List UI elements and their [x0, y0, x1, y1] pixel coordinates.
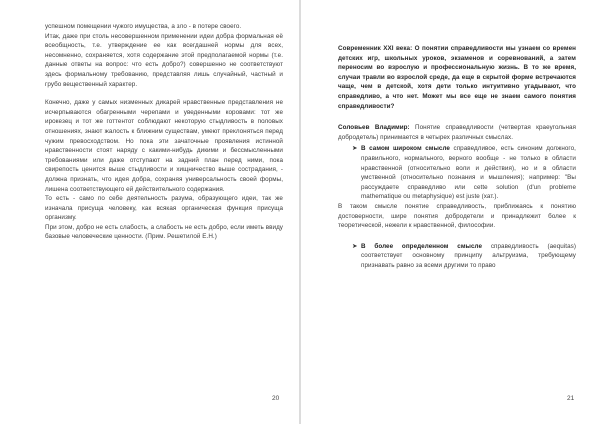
left-paragraph-2: Конечно, даже у самых низменных дикарей нравственные представления не исчерпываются обагренными черепами и уведенными коровами: тот же ирокезец и тот же готтентот соблюдают некоторую стыдливость в половых отношениях, знают жалость к ближним существам, умеют преклоняться перед чужим превосходством. Но пока эти зачаточные проявления истинной нравственности стоят наряду с какими-нибудь дикими и бессмысленными требованиями или даже отступают на задний план перед ними, пока свирепость ценится выше стыдливости и хищничество выше сострадания, - должна признать, что идея добра, сохраняя универсальность своей формы, лишена соответствующего ей действительного содержания.	[45, 99, 283, 193]
heading-text: О понятии справедливости мы узнаем со времен детских игр, школьных уроков, экзаменов и соревнований, а затем переносим во взрослую и профессиональную жизнь. В то же время, случаи травли во взрослой среде, да еще в скрытой форме встречаются чаще, чем в детской, хотя дети только интуитивно угадывают, что справедливо, а что нет. Может мы все еще не знаем самого понятия справедливости?	[338, 45, 576, 110]
bullet-2-label: В более определенном смысле	[361, 242, 483, 250]
bullet-1-label: В самом широком смысле	[361, 145, 450, 153]
book-gutter	[299, 0, 301, 424]
bullet-1	[338, 144, 576, 202]
right-paragraph-after: В таком смысле понятие справедливость, приближаясь к понятию достоверности, шире понятия добродетели и принадлежит более к теоретической, нежели к нравственной, философии.	[338, 202, 576, 230]
check-arrow-icon: ➤	[352, 242, 358, 250]
left-text-block	[45, 22, 283, 242]
left-paragraph-1-continued: Итак, даже при столь несовершенном применении идеи добра формальная её всеобщность, т.е. утверждение ее как всегдашней нормы для всех, несомненно, сохраняется, хотя содержание этой предполагаемой нормы (т.е. данные ответы на вопрос: что есть добро?) совершенно не соответствуют здесь формальному требованию, представляя лишь случайный, частный и грубо вещественный характер.	[45, 32, 283, 88]
right-heading-paragraph	[338, 44, 576, 111]
left-paragraph-4: При этом, добро не есть слабость, а слабость не есть добро, если иметь ввиду базовые человеческие ценности. (Прим. Решетилой Е.Н.)	[45, 223, 283, 241]
author-label: Соловьев Владимир:	[338, 124, 410, 132]
check-arrow-icon: ➤	[352, 145, 358, 153]
bullet-2	[338, 242, 576, 271]
bullet-2-text: справедливость (aequitas) соответствует основному принципу альтруизма, требующему признавать равно за всеми другими то право	[361, 242, 576, 269]
left-paragraph-1-start: успешном помещении чужого имущества, а зло - в потере своего.	[45, 23, 242, 30]
author-text: Понятие справедливости (четвертая краеугольная добродетель) принимается в четырех различных смыслах.	[338, 124, 576, 141]
right-text-block	[338, 44, 576, 270]
bullet-1-text: справедливое, есть синоним должного, правильного, нормального, верного вообще - не только в области нравственной (относительно воли и действия), но и в области умственной (относительно познания и мышления); например: "Вы рассуждаете справедливо или cette solution (d'un probleme mathematique ou metaphysique) est juste (хат.).	[361, 145, 576, 201]
author-paragraph	[338, 123, 576, 142]
left-page-number: 20	[272, 395, 280, 402]
heading-label: Современник XXI века:	[338, 45, 413, 52]
left-paragraph-1	[45, 22, 283, 32]
left-paragraph-3: То есть - само по себе деятельность разума, образующего идеи, так же изначала присуща человеку, как всякая органическая функция присуща организму.	[45, 195, 283, 222]
right-page-number: 21	[567, 395, 575, 402]
